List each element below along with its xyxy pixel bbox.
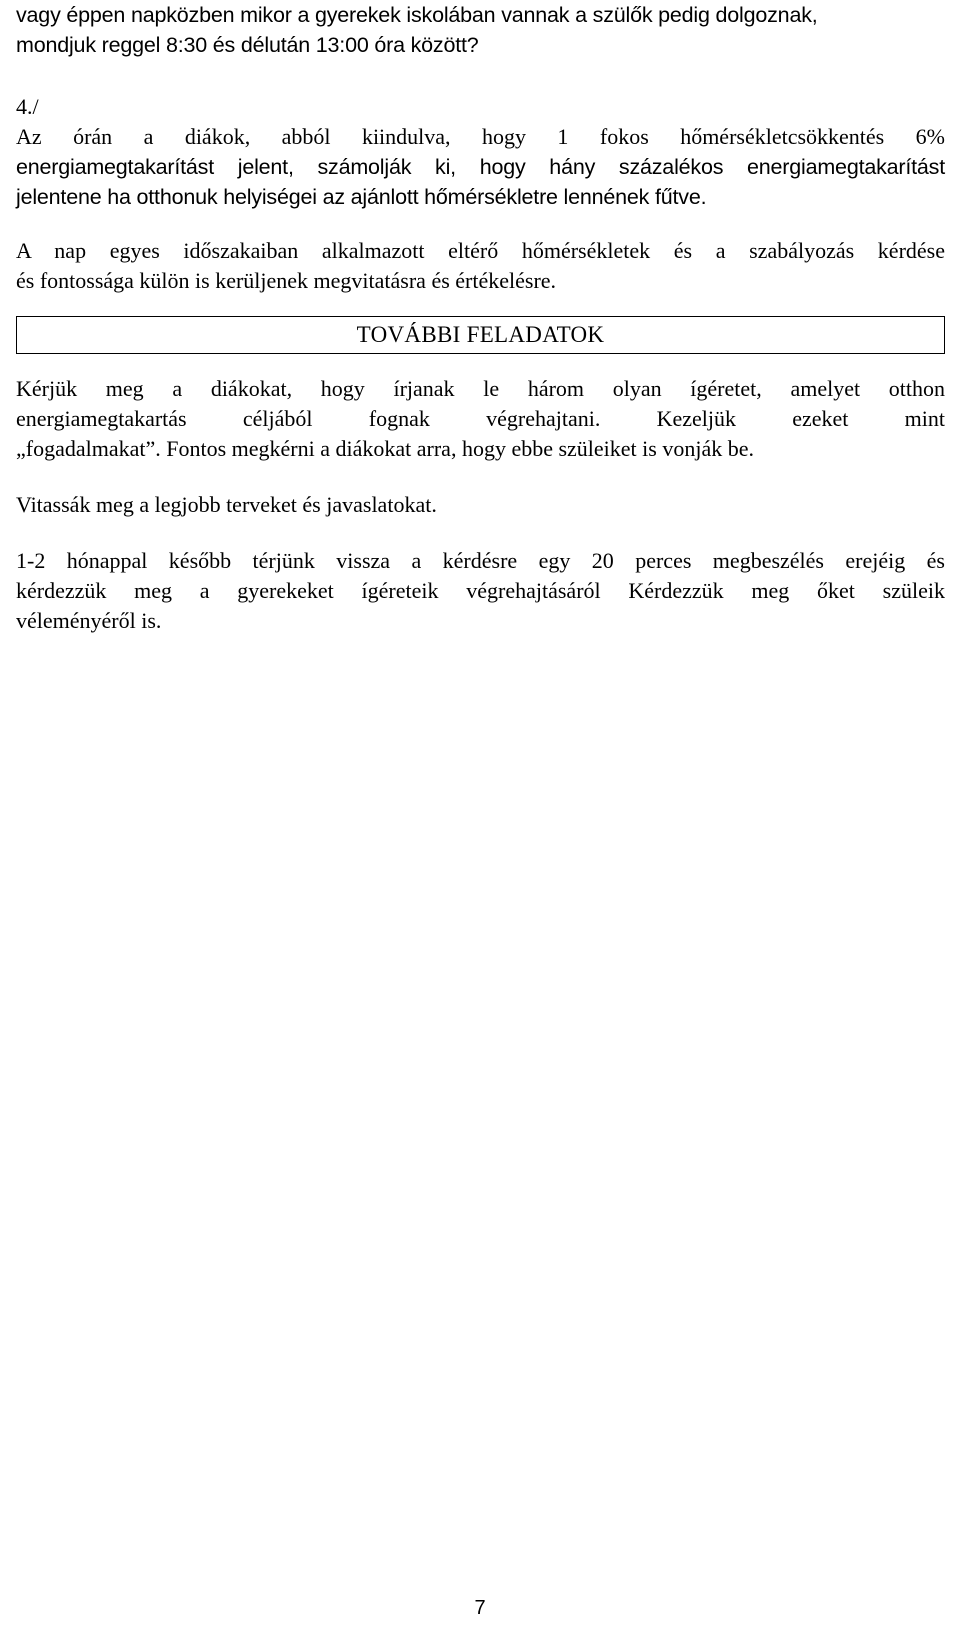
- promises-paragraph: [16, 374, 945, 464]
- discuss-paragraph: Vitassák meg a legjobb terveket és javaslatokat.: [16, 492, 437, 517]
- temperatures-line: és fontossága külön is kerüljenek megvitatásra és értékelésre.: [16, 268, 557, 293]
- task-line: Az órán a diákok, abból kiindulva, hogy 1 fokos hőmérsékletcsökkentés 6%: [16, 124, 945, 149]
- temperatures-paragraph: [16, 236, 945, 296]
- intro-paragraph: [16, 0, 945, 60]
- task-line: jelentene ha otthonuk helyiségei az ajánlott hőmérsékletre lennének fűtve.: [16, 185, 707, 209]
- followup-paragraph: [16, 546, 945, 636]
- temperatures-line: A nap egyes időszakaiban alkalmazott eltérő hőmérsékletek és a szabályozás kérdése: [16, 238, 945, 263]
- promises-line: „fogadalmakat”. Fontos megkérni a diákokat arra, hogy ebbe szüleiket is vonják be.: [16, 436, 754, 461]
- followup-line: véleményéről is.: [16, 608, 162, 633]
- promises-line: energiamegtakartás céljából fognak végrehajtani. Kezeljük ezeket mint: [16, 406, 945, 431]
- task-number: 4./: [16, 94, 39, 119]
- followup-line: kérdezzük meg a gyerekeket ígéreteik végrehajtásáról Kérdezzük meg őket szüleik: [16, 578, 945, 603]
- followup-line: 1-2 hónappal később térjünk vissza a kérdésre egy 20 perces megbeszélés erejéig és: [16, 548, 945, 573]
- task-line: energiamegtakarítást jelent, számolják ki, hogy hány százalékos energiamegtakarítást: [16, 155, 945, 179]
- promises-line: Kérjük meg a diákokat, hogy írjanak le három olyan ígéretet, amelyet otthon: [16, 376, 945, 401]
- task-paragraph: [16, 122, 945, 212]
- further-tasks-heading: TOVÁBBI FELADATOK: [16, 316, 945, 354]
- page-number: 7: [474, 1597, 486, 1619]
- intro-line: vagy éppen napközben mikor a gyerekek iskolában vannak a szülők pedig dolgoznak,: [16, 3, 818, 27]
- document-page: [16, 0, 945, 636]
- intro-line: mondjuk reggel 8:30 és délután 13:00 óra között?: [16, 33, 479, 57]
